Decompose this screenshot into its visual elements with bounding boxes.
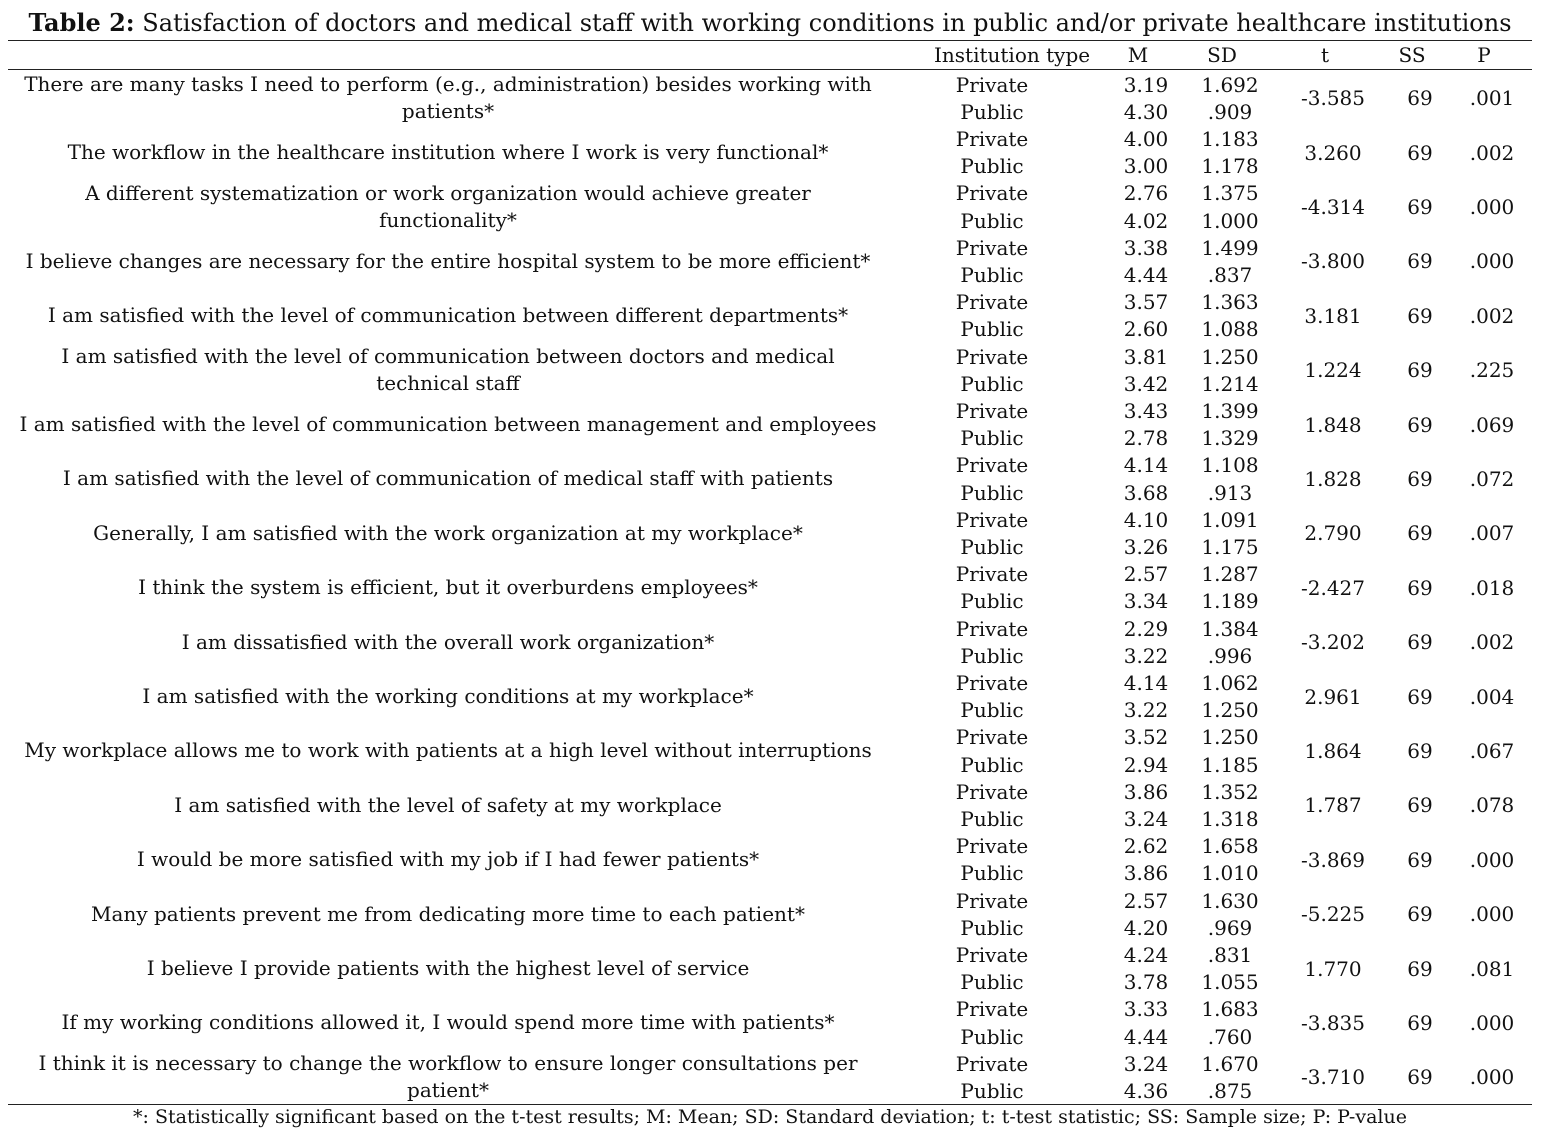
sd-public: 1.250 xyxy=(1201,698,1259,723)
sd-public: .760 xyxy=(1207,1024,1253,1049)
table-row xyxy=(8,561,1532,615)
institution-type-public: Public xyxy=(960,643,1024,668)
sd-public: 1.175 xyxy=(1201,534,1259,559)
table-row xyxy=(8,833,1532,887)
sd-public: .913 xyxy=(1207,480,1253,505)
table-row xyxy=(8,1050,1532,1104)
top-rule xyxy=(8,40,1532,41)
sd-cell xyxy=(1180,125,1280,179)
p-value-cell: .018 xyxy=(1469,575,1515,600)
institution-type-public: Public xyxy=(960,698,1024,723)
mean-private: 2.57 xyxy=(1123,562,1169,587)
p-value-cell: .002 xyxy=(1469,303,1515,328)
sd-private: 1.352 xyxy=(1201,779,1259,804)
sd-private: 1.683 xyxy=(1201,997,1259,1022)
institution-type-public: Public xyxy=(960,861,1024,886)
institution-type-cell xyxy=(942,234,1042,288)
table-title: Satisfaction of doctors and medical staff with working conditions in public and/or private healthcare institutions xyxy=(134,9,1512,37)
sd-public: 1.055 xyxy=(1201,970,1259,995)
institution-type-private: Private xyxy=(955,834,1029,859)
sd-private: 1.363 xyxy=(1201,290,1259,315)
mean-private: 3.24 xyxy=(1123,1051,1169,1076)
institution-type-public: Public xyxy=(960,154,1024,179)
sample-size-cell: 69 xyxy=(1407,521,1433,546)
sample-size-cell: 69 xyxy=(1407,956,1433,981)
mean-private: 2.29 xyxy=(1123,616,1169,641)
institution-type-cell xyxy=(942,941,1042,995)
sd-private: 1.692 xyxy=(1201,72,1259,97)
statement-cell: I am satisfied with the level of communication of medical staff with patients xyxy=(62,466,834,491)
institution-type-public: Public xyxy=(960,1024,1024,1049)
t-value-cell: -3.835 xyxy=(1300,1010,1365,1035)
sd-cell xyxy=(1180,397,1280,451)
table-row xyxy=(8,452,1532,506)
table-row xyxy=(8,724,1532,778)
sd-cell xyxy=(1180,452,1280,506)
table-footnote: *: Statistically significant based on the t-test results; M: Mean; SD: Standard deviation; t: t-test statistic; SS: Sample size; P: P-value xyxy=(133,1106,1407,1128)
mean-private: 4.00 xyxy=(1123,126,1169,151)
t-value-cell: 1.787 xyxy=(1304,793,1362,818)
sd-private: 1.384 xyxy=(1201,616,1259,641)
statement-cell: I would be more satisfied with my job if I had fewer patients* xyxy=(136,847,760,872)
table-row xyxy=(8,615,1532,669)
p-value-cell: .081 xyxy=(1469,956,1515,981)
mean-private: 4.24 xyxy=(1123,942,1169,967)
institution-type-cell xyxy=(942,561,1042,615)
sd-cell xyxy=(1180,180,1280,234)
mean-public: 3.86 xyxy=(1123,861,1169,886)
sd-private: 1.670 xyxy=(1201,1051,1259,1076)
institution-type-cell xyxy=(942,669,1042,723)
mean-private: 3.57 xyxy=(1123,290,1169,315)
table-row xyxy=(8,180,1532,234)
sd-cell xyxy=(1180,343,1280,397)
sd-private: 1.630 xyxy=(1201,888,1259,913)
sd-cell xyxy=(1180,1050,1280,1104)
institution-type-public: Public xyxy=(960,970,1024,995)
header-ss: SS xyxy=(1398,43,1426,67)
header-institution-type: Institution type xyxy=(934,43,1091,67)
mean-public: 3.78 xyxy=(1123,970,1169,995)
t-value-cell: 1.848 xyxy=(1304,412,1362,437)
sd-cell xyxy=(1180,234,1280,288)
sample-size-cell: 69 xyxy=(1407,684,1433,709)
t-value-cell: 1.864 xyxy=(1304,738,1362,763)
institution-type-private: Private xyxy=(955,181,1029,206)
statement-cell: I believe I provide patients with the highest level of service xyxy=(146,956,750,981)
institution-type-private: Private xyxy=(955,290,1029,315)
sd-public: 1.329 xyxy=(1201,426,1259,451)
sd-private: 1.250 xyxy=(1201,344,1259,369)
p-value-cell: .000 xyxy=(1469,1010,1515,1035)
institution-type-public: Public xyxy=(960,752,1024,777)
sd-private: 1.499 xyxy=(1201,235,1259,260)
sd-private: 1.183 xyxy=(1201,126,1259,151)
sd-public: 1.000 xyxy=(1201,208,1259,233)
table-row xyxy=(8,71,1532,125)
sd-private: 1.399 xyxy=(1201,398,1259,423)
p-value-cell: .000 xyxy=(1469,847,1515,872)
statement-cell: A different systematization or work organization would achieve greater functionality* xyxy=(85,180,811,232)
header-p: P xyxy=(1477,43,1491,67)
sd-public: 1.088 xyxy=(1201,317,1259,342)
sd-cell xyxy=(1180,669,1280,723)
sd-public: 1.185 xyxy=(1201,752,1259,777)
t-value-cell: -3.800 xyxy=(1300,249,1365,274)
t-value-cell: -5.225 xyxy=(1300,902,1365,927)
mean-public: 3.22 xyxy=(1123,643,1169,668)
institution-type-cell xyxy=(942,125,1042,179)
p-value-cell: .067 xyxy=(1469,738,1515,763)
institution-type-private: Private xyxy=(955,942,1029,967)
sample-size-cell: 69 xyxy=(1407,412,1433,437)
institution-type-cell xyxy=(942,996,1042,1050)
statement-cell: If my working conditions allowed it, I would spend more time with patients* xyxy=(61,1010,835,1035)
table-row xyxy=(8,343,1532,397)
institution-type-private: Private xyxy=(955,507,1029,532)
t-value-cell: 3.260 xyxy=(1304,140,1362,165)
mean-public: 4.44 xyxy=(1123,262,1169,287)
p-value-cell: .225 xyxy=(1469,358,1515,383)
institution-type-cell xyxy=(942,397,1042,451)
t-value-cell: -3.710 xyxy=(1300,1065,1365,1090)
institution-type-private: Private xyxy=(955,398,1029,423)
sample-size-cell: 69 xyxy=(1407,902,1433,927)
mean-private: 3.52 xyxy=(1123,725,1169,750)
sd-cell xyxy=(1180,941,1280,995)
mean-private: 4.14 xyxy=(1123,670,1169,695)
p-value-cell: .004 xyxy=(1469,684,1515,709)
p-value-cell: .002 xyxy=(1469,140,1515,165)
mean-public: 3.26 xyxy=(1123,534,1169,559)
p-value-cell: .000 xyxy=(1469,1065,1515,1090)
p-value-cell: .069 xyxy=(1469,412,1515,437)
institution-type-cell xyxy=(942,724,1042,778)
institution-type-public: Public xyxy=(960,371,1024,396)
mean-private: 3.38 xyxy=(1123,235,1169,260)
sd-private: 1.091 xyxy=(1201,507,1259,532)
sd-public: 1.178 xyxy=(1201,154,1259,179)
table-row xyxy=(8,289,1532,343)
institution-type-private: Private xyxy=(955,725,1029,750)
p-value-cell: .001 xyxy=(1469,86,1515,111)
table-row xyxy=(8,397,1532,451)
t-value-cell: -3.202 xyxy=(1300,630,1365,655)
sd-private: 1.287 xyxy=(1201,562,1259,587)
institution-type-public: Public xyxy=(960,534,1024,559)
statement-cell: Generally, I am satisfied with the work organization at my workplace* xyxy=(93,520,803,545)
sample-size-cell: 69 xyxy=(1407,847,1433,872)
institution-type-public: Public xyxy=(960,426,1024,451)
sd-private: 1.658 xyxy=(1201,834,1259,859)
mean-public: 3.34 xyxy=(1123,589,1169,614)
institution-type-private: Private xyxy=(955,562,1029,587)
sd-public: 1.189 xyxy=(1201,589,1259,614)
p-value-cell: .072 xyxy=(1469,466,1515,491)
mean-public: 2.60 xyxy=(1123,317,1169,342)
p-value-cell: .000 xyxy=(1469,194,1515,219)
sample-size-cell: 69 xyxy=(1407,194,1433,219)
institution-type-private: Private xyxy=(955,888,1029,913)
institution-type-public: Public xyxy=(960,915,1024,940)
t-value-cell: 3.181 xyxy=(1304,303,1362,328)
header-sd: SD xyxy=(1207,43,1237,67)
sd-cell xyxy=(1180,996,1280,1050)
sd-public: .969 xyxy=(1207,915,1253,940)
institution-type-cell xyxy=(942,833,1042,887)
institution-type-private: Private xyxy=(955,344,1029,369)
statement-cell: I am satisfied with the level of communication between doctors and medical technical staff xyxy=(61,344,835,396)
t-value-cell: 1.224 xyxy=(1304,358,1362,383)
table-caption xyxy=(0,8,1540,38)
institution-type-cell xyxy=(942,180,1042,234)
t-value-cell: 2.961 xyxy=(1304,684,1362,709)
p-value-cell: .007 xyxy=(1469,521,1515,546)
p-value-cell: .002 xyxy=(1469,630,1515,655)
sd-public: 1.318 xyxy=(1201,806,1259,831)
t-value-cell: 1.770 xyxy=(1304,956,1362,981)
institution-type-private: Private xyxy=(955,997,1029,1022)
institution-type-public: Public xyxy=(960,262,1024,287)
institution-type-cell xyxy=(942,289,1042,343)
t-value-cell: -2.427 xyxy=(1300,575,1365,600)
sample-size-cell: 69 xyxy=(1407,1065,1433,1090)
statement-cell: My workplace allows me to work with patients at a high level without interruptions xyxy=(24,738,872,763)
statement-cell: The workflow in the healthcare institution where I work is very functional* xyxy=(67,140,829,165)
table-row xyxy=(8,669,1532,723)
mean-public: 4.02 xyxy=(1123,208,1169,233)
institution-type-private: Private xyxy=(955,453,1029,478)
mean-private: 3.86 xyxy=(1123,779,1169,804)
institution-type-cell xyxy=(942,615,1042,669)
mean-private: 3.81 xyxy=(1123,344,1169,369)
sd-private: .831 xyxy=(1207,942,1253,967)
mean-public: 4.30 xyxy=(1123,99,1169,124)
mean-private: 4.10 xyxy=(1123,507,1169,532)
institution-type-cell xyxy=(942,506,1042,560)
statement-cell: There are many tasks I need to perform (e.g., administration) besides working with patients* xyxy=(24,72,872,124)
sd-public: 1.214 xyxy=(1201,371,1259,396)
sd-cell xyxy=(1180,71,1280,125)
sd-cell xyxy=(1180,615,1280,669)
mean-private: 3.33 xyxy=(1123,997,1169,1022)
sd-public: .837 xyxy=(1207,262,1253,287)
sd-private: 1.062 xyxy=(1201,670,1259,695)
institution-type-private: Private xyxy=(955,779,1029,804)
t-value-cell: -4.314 xyxy=(1300,194,1365,219)
p-value-cell: .078 xyxy=(1469,793,1515,818)
mean-public: 3.24 xyxy=(1123,806,1169,831)
statement-cell: I am satisfied with the working conditions at my workplace* xyxy=(142,684,754,709)
sd-cell xyxy=(1180,833,1280,887)
sd-private: 1.250 xyxy=(1201,725,1259,750)
statement-cell: I think the system is efficient, but it overburdens employees* xyxy=(138,575,758,600)
statement-cell: I am satisfied with the level of communication between different departments* xyxy=(47,303,849,328)
sd-public: .909 xyxy=(1207,99,1253,124)
sd-cell xyxy=(1180,506,1280,560)
table-label: Table 2: xyxy=(28,8,135,37)
sample-size-cell: 69 xyxy=(1407,793,1433,818)
table-row xyxy=(8,125,1532,179)
sd-public: .875 xyxy=(1207,1078,1253,1103)
sample-size-cell: 69 xyxy=(1407,86,1433,111)
mean-private: 4.14 xyxy=(1123,453,1169,478)
sd-cell xyxy=(1180,778,1280,832)
table-row xyxy=(8,506,1532,560)
sample-size-cell: 69 xyxy=(1407,358,1433,383)
mean-private: 3.19 xyxy=(1123,72,1169,97)
mean-public: 3.00 xyxy=(1123,154,1169,179)
mean-public: 4.44 xyxy=(1123,1024,1169,1049)
institution-type-cell xyxy=(942,1050,1042,1104)
institution-type-private: Private xyxy=(955,72,1029,97)
header-t: t xyxy=(1320,43,1330,67)
sample-size-cell: 69 xyxy=(1407,575,1433,600)
table-row xyxy=(8,778,1532,832)
sample-size-cell: 69 xyxy=(1407,738,1433,763)
sample-size-cell: 69 xyxy=(1407,249,1433,274)
institution-type-private: Private xyxy=(955,1051,1029,1076)
mean-public: 3.68 xyxy=(1123,480,1169,505)
institution-type-private: Private xyxy=(955,235,1029,260)
sd-cell xyxy=(1180,289,1280,343)
sd-public: 1.010 xyxy=(1201,861,1259,886)
t-value-cell: -3.869 xyxy=(1300,847,1365,872)
institution-type-public: Public xyxy=(960,208,1024,233)
sample-size-cell: 69 xyxy=(1407,140,1433,165)
mean-public: 4.20 xyxy=(1123,915,1169,940)
institution-type-public: Public xyxy=(960,99,1024,124)
institution-type-cell xyxy=(942,71,1042,125)
sample-size-cell: 69 xyxy=(1407,466,1433,491)
table-row xyxy=(8,941,1532,995)
mean-public: 2.94 xyxy=(1123,752,1169,777)
t-value-cell: -3.585 xyxy=(1300,86,1365,111)
sd-public: .996 xyxy=(1207,643,1253,668)
header-rule xyxy=(8,69,1532,70)
institution-type-cell xyxy=(942,778,1042,832)
p-value-cell: .000 xyxy=(1469,902,1515,927)
p-value-cell: .000 xyxy=(1469,249,1515,274)
mean-public: 2.78 xyxy=(1123,426,1169,451)
sample-size-cell: 69 xyxy=(1407,1010,1433,1035)
sd-cell xyxy=(1180,887,1280,941)
table-row xyxy=(8,234,1532,288)
mean-public: 3.22 xyxy=(1123,698,1169,723)
institution-type-cell xyxy=(942,887,1042,941)
institution-type-private: Private xyxy=(955,670,1029,695)
sd-cell xyxy=(1180,724,1280,778)
institution-type-public: Public xyxy=(960,589,1024,614)
statement-cell: I think it is necessary to change the workflow to ensure longer consultations per patient* xyxy=(38,1051,858,1103)
institution-type-public: Public xyxy=(960,1078,1024,1103)
statement-cell: I believe changes are necessary for the entire hospital system to be more efficient* xyxy=(25,248,871,273)
statement-cell: I am satisfied with the level of safety at my workplace xyxy=(174,792,722,817)
institution-type-private: Private xyxy=(955,126,1029,151)
table-row xyxy=(8,887,1532,941)
mean-private: 2.62 xyxy=(1123,834,1169,859)
institution-type-cell xyxy=(942,343,1042,397)
institution-type-private: Private xyxy=(955,616,1029,641)
header-mean: M xyxy=(1127,43,1149,67)
mean-public: 4.36 xyxy=(1123,1078,1169,1103)
statement-cell: I am dissatisfied with the overall work organization* xyxy=(181,629,715,654)
sd-private: 1.108 xyxy=(1201,453,1259,478)
institution-type-cell xyxy=(942,452,1042,506)
statement-cell: I am satisfied with the level of communication between management and employees xyxy=(19,412,877,437)
table-row xyxy=(8,996,1532,1050)
institution-type-public: Public xyxy=(960,480,1024,505)
t-value-cell: 2.790 xyxy=(1304,521,1362,546)
sample-size-cell: 69 xyxy=(1407,303,1433,328)
mean-public: 3.42 xyxy=(1123,371,1169,396)
mean-private: 2.76 xyxy=(1123,181,1169,206)
t-value-cell: 1.828 xyxy=(1304,466,1362,491)
institution-type-public: Public xyxy=(960,317,1024,342)
mean-private: 3.43 xyxy=(1123,398,1169,423)
sd-private: 1.375 xyxy=(1201,181,1259,206)
sample-size-cell: 69 xyxy=(1407,630,1433,655)
statement-cell: Many patients prevent me from dedicating more time to each patient* xyxy=(91,901,805,926)
institution-type-public: Public xyxy=(960,806,1024,831)
mean-private: 2.57 xyxy=(1123,888,1169,913)
sd-cell xyxy=(1180,561,1280,615)
